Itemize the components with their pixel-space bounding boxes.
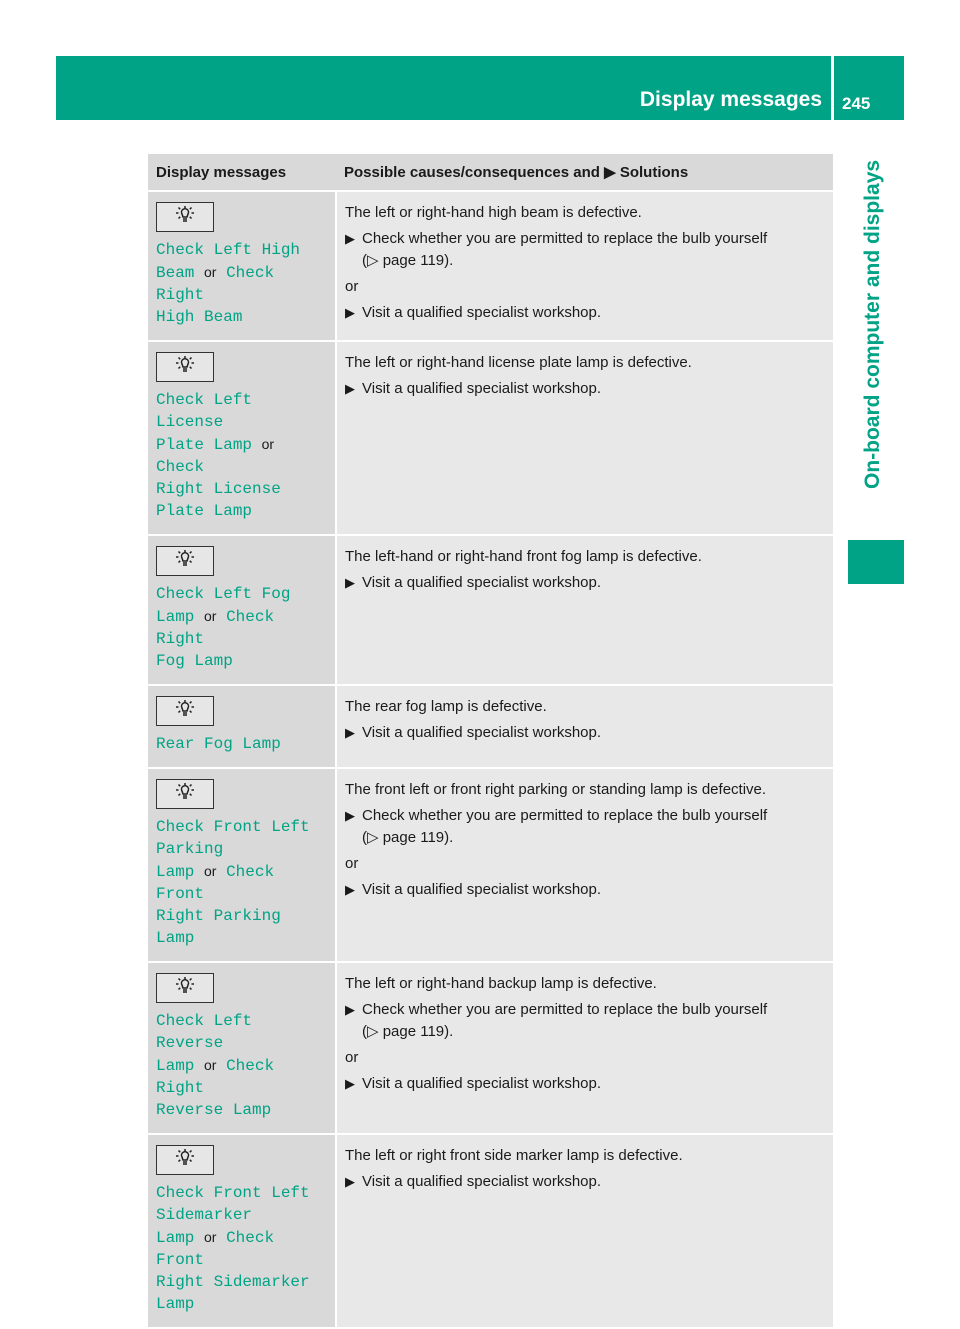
step-arrow-icon: ▶ bbox=[345, 1174, 355, 1189]
step-text: Visit a qualified specialist workshop. bbox=[362, 574, 602, 591]
bulb-icon bbox=[156, 973, 214, 1003]
message-cell bbox=[148, 1134, 336, 1328]
step-arrow-icon: ▶ bbox=[345, 575, 355, 590]
solution-cell bbox=[336, 1134, 833, 1328]
message-cell bbox=[148, 962, 336, 1134]
solution-step bbox=[345, 572, 825, 594]
table-row bbox=[148, 685, 833, 768]
or-separator: or bbox=[261, 436, 275, 452]
cause-text: or bbox=[345, 855, 359, 872]
solution-step bbox=[345, 999, 825, 1043]
step-arrow-icon: ▶ bbox=[345, 882, 355, 897]
step-arrow-icon: ▶ bbox=[345, 231, 355, 246]
message-fragment: Lamp bbox=[156, 1229, 195, 1247]
page-reference-link[interactable]: (▷ page 119). bbox=[362, 829, 454, 846]
message-fragment: Sidemarker bbox=[156, 1206, 253, 1224]
bulb-icon bbox=[156, 1145, 214, 1175]
message-fragment: Reverse Lamp bbox=[156, 1101, 272, 1119]
bulb-icon bbox=[156, 546, 214, 576]
message-fragment: Right Parking Lamp bbox=[156, 907, 281, 947]
col-header-solutions bbox=[336, 154, 833, 191]
display-message-text bbox=[156, 1182, 327, 1315]
step-text: Check whether you are permitted to replace the bulb yourself bbox=[362, 1001, 768, 1018]
side-tab-marker bbox=[848, 540, 904, 584]
table-header-row bbox=[148, 154, 833, 191]
message-fragment: Check Left Reverse bbox=[156, 1012, 253, 1052]
message-fragment: Check Left High bbox=[156, 241, 301, 259]
message-fragment: Lamp bbox=[156, 1295, 195, 1313]
message-fragment: Check Right bbox=[156, 264, 275, 304]
message-fragment: Rear Fog Lamp bbox=[156, 735, 281, 753]
display-message-text bbox=[156, 816, 327, 949]
solution-cell bbox=[336, 341, 833, 535]
page-title: Display messages bbox=[639, 88, 822, 111]
solution-cell bbox=[336, 962, 833, 1134]
col-header-messages: Display messages bbox=[148, 154, 336, 191]
step-arrow-icon: ▶ bbox=[345, 381, 355, 396]
message-fragment: Lamp bbox=[156, 1057, 195, 1075]
solution-step bbox=[345, 302, 825, 324]
solution-cell bbox=[336, 191, 833, 341]
or-separator: or bbox=[204, 1057, 217, 1073]
cause-text: The left or right-hand high beam is defective. bbox=[345, 204, 642, 221]
message-fragment: Right License bbox=[156, 480, 281, 498]
solution-cell bbox=[336, 535, 833, 685]
cause-text: The left or right-hand license plate lamp is defective. bbox=[345, 354, 692, 371]
bulb-icon bbox=[156, 696, 214, 726]
step-arrow-icon: ▶ bbox=[345, 305, 355, 320]
cause-text: The rear fog lamp is defective. bbox=[345, 698, 547, 715]
message-fragment: Check Front Left bbox=[156, 818, 310, 836]
message-cell bbox=[148, 768, 336, 962]
table-row bbox=[148, 768, 833, 962]
solution-cell bbox=[336, 685, 833, 768]
solution-step bbox=[345, 879, 825, 901]
or-separator: or bbox=[204, 863, 217, 879]
step-text: Visit a qualified specialist workshop. bbox=[362, 881, 602, 898]
display-message-text bbox=[156, 1010, 327, 1121]
message-fragment: Plate Lamp bbox=[156, 502, 253, 520]
message-cell bbox=[148, 685, 336, 768]
solution-cell bbox=[336, 768, 833, 962]
message-fragment: Check bbox=[156, 458, 205, 476]
solution-step bbox=[345, 805, 825, 849]
cause-text: The front left or front right parking or standing lamp is defective. bbox=[345, 781, 767, 798]
message-fragment: High Beam bbox=[156, 308, 243, 326]
header-separator bbox=[831, 56, 834, 120]
message-fragment: Check Front bbox=[156, 1229, 275, 1269]
step-text: Visit a qualified specialist workshop. bbox=[362, 1173, 602, 1190]
solution-step bbox=[345, 228, 825, 272]
step-text: Visit a qualified specialist workshop. bbox=[362, 304, 602, 321]
step-arrow-icon: ▶ bbox=[345, 1076, 355, 1091]
table-row bbox=[148, 341, 833, 535]
step-arrow-icon: ▶ bbox=[345, 725, 355, 740]
message-cell bbox=[148, 535, 336, 685]
display-message-text bbox=[156, 389, 327, 522]
page-reference-link[interactable]: (▷ page 119). bbox=[362, 252, 454, 269]
step-text: Check whether you are permitted to replace the bulb yourself bbox=[362, 807, 768, 824]
message-fragment: Check Front Left bbox=[156, 1184, 310, 1202]
or-separator: or bbox=[204, 264, 217, 280]
step-text: Visit a qualified specialist workshop. bbox=[362, 1075, 602, 1092]
col-header-solutions-suffix: Solutions bbox=[619, 164, 689, 181]
display-message-text bbox=[156, 239, 327, 328]
message-fragment: Lamp bbox=[156, 863, 195, 881]
display-message-text bbox=[156, 733, 327, 755]
step-text: Check whether you are permitted to replace the bulb yourself bbox=[362, 230, 768, 247]
step-arrow-icon: ▶ bbox=[345, 1002, 355, 1017]
message-cell bbox=[148, 191, 336, 341]
or-separator: or bbox=[204, 1229, 217, 1245]
step-text: Visit a qualified specialist workshop. bbox=[362, 380, 602, 397]
display-message-text bbox=[156, 583, 327, 672]
col-header-solutions-prefix: Possible causes/consequences and bbox=[344, 164, 600, 181]
table-row bbox=[148, 962, 833, 1134]
page-number: 245 bbox=[842, 94, 871, 113]
solution-step bbox=[345, 378, 825, 400]
cause-text: The left or right-hand backup lamp is defective. bbox=[345, 975, 657, 992]
table-row bbox=[148, 191, 833, 341]
table-row bbox=[148, 1134, 833, 1328]
table-row bbox=[148, 535, 833, 685]
solution-step bbox=[345, 722, 825, 744]
message-fragment: Parking bbox=[156, 840, 224, 858]
solution-step bbox=[345, 1073, 825, 1095]
message-fragment: Right Sidemarker bbox=[156, 1273, 310, 1291]
cause-text: The left or right front side marker lamp is defective. bbox=[345, 1147, 683, 1164]
message-fragment: Fog Lamp bbox=[156, 652, 233, 670]
bulb-icon bbox=[156, 779, 214, 809]
message-fragment: Check Right bbox=[156, 608, 275, 648]
message-fragment: Check Left License bbox=[156, 391, 253, 431]
page-reference-link[interactable]: (▷ page 119). bbox=[362, 1023, 454, 1040]
side-tab-label: On-board computer and displays bbox=[861, 159, 884, 489]
step-arrow-icon: ▶ bbox=[345, 808, 355, 823]
message-fragment: Check Left Fog bbox=[156, 585, 291, 603]
message-fragment: Check Front bbox=[156, 863, 275, 903]
or-separator: or bbox=[204, 608, 217, 624]
solution-step bbox=[345, 1171, 825, 1193]
solutions-arrow-icon: ▶ bbox=[604, 164, 616, 181]
bulb-icon bbox=[156, 202, 214, 232]
message-cell bbox=[148, 341, 336, 535]
message-fragment: Check Right bbox=[156, 1057, 275, 1097]
display-messages-table bbox=[148, 154, 833, 1329]
step-text: Visit a qualified specialist workshop. bbox=[362, 724, 602, 741]
cause-text: or bbox=[345, 278, 359, 295]
bulb-icon bbox=[156, 352, 214, 382]
cause-text: The left-hand or right-hand front fog lamp is defective. bbox=[345, 548, 702, 565]
cause-text: or bbox=[345, 1049, 359, 1066]
message-fragment: Lamp bbox=[156, 608, 195, 626]
message-fragment: Plate Lamp bbox=[156, 436, 253, 454]
message-fragment: Beam bbox=[156, 264, 195, 282]
